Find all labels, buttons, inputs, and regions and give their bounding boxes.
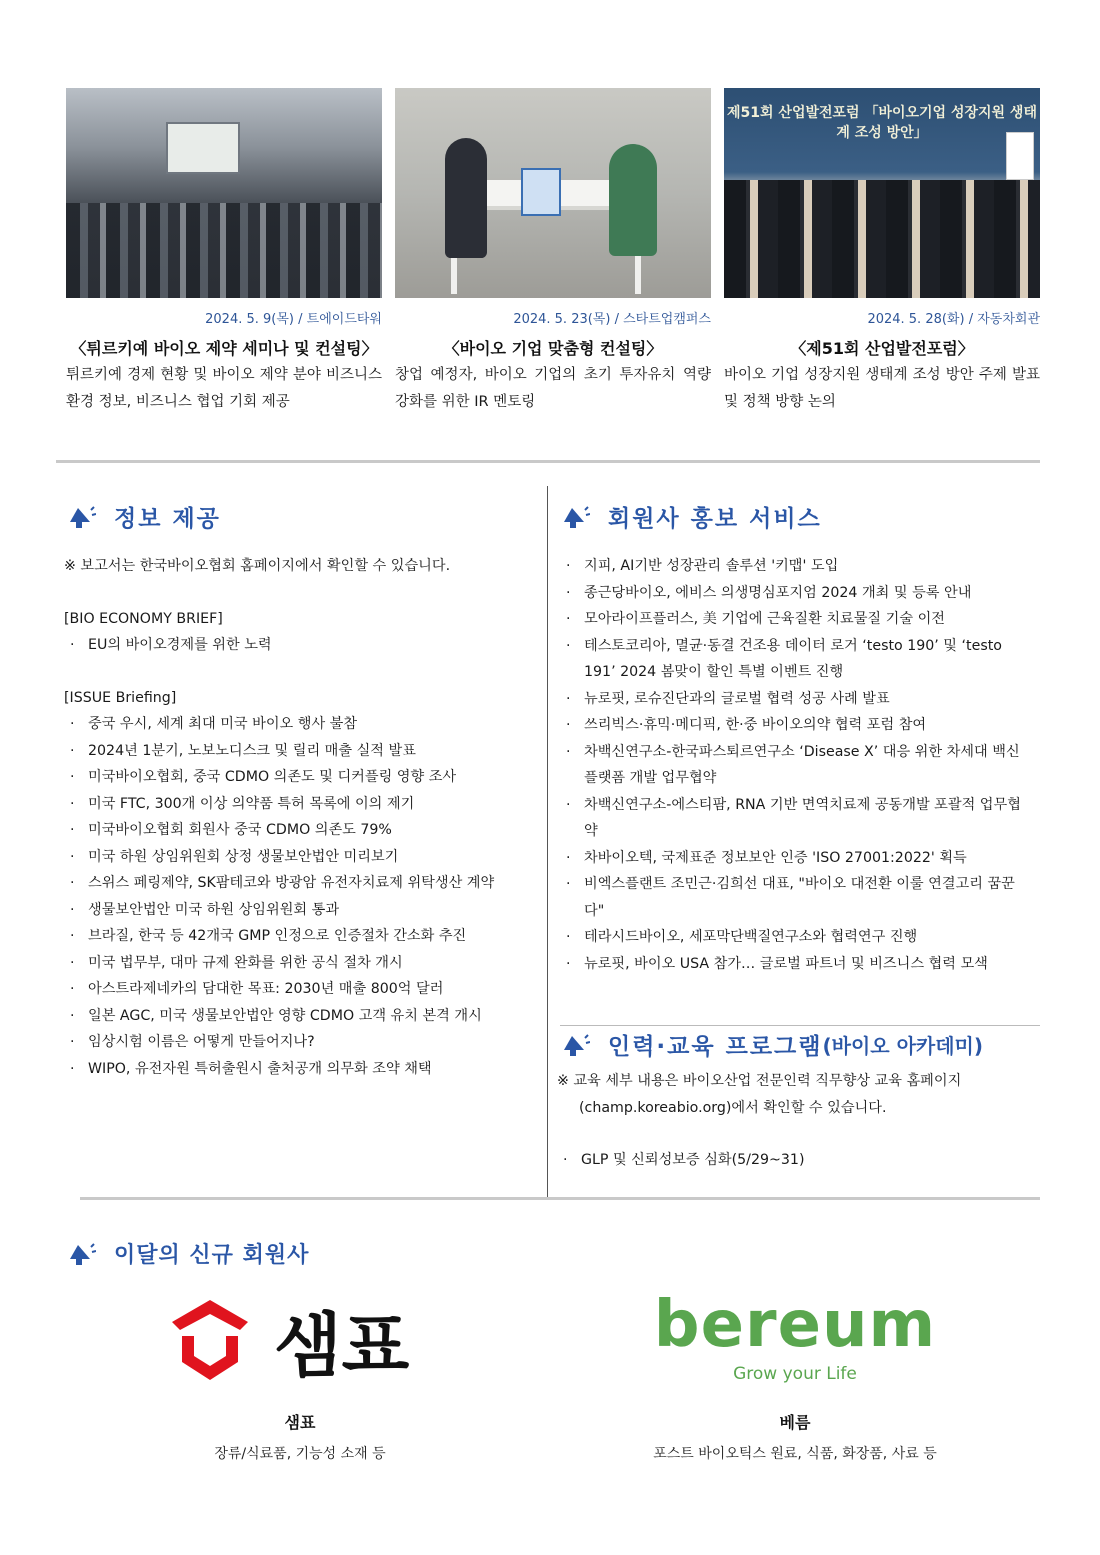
column-divider <box>547 486 548 1198</box>
list-item[interactable]: · 미국바이오협회, 중국 CDMO 의존도 및 디커플링 영향 조사 <box>64 764 540 791</box>
event-title: 〈바이오 기업 맞춤형 컨설팅〉 <box>443 339 663 358</box>
section-divider <box>56 460 1040 463</box>
event-description: 창업 예정자, 바이오 기업의 초기 투자유치 역량 강화를 위한 IR 멘토링 <box>395 367 711 410</box>
list-item[interactable]: · EU의 바이오경제를 위한 노력 <box>64 632 540 659</box>
presentation-screen <box>166 122 240 174</box>
section-title: 회원사 홍보 서비스 <box>608 506 822 532</box>
list-item[interactable]: · WIPO, 유전자원 특허출원시 출처공개 의무화 조약 채택 <box>64 1056 540 1083</box>
event-gallery <box>66 88 1040 428</box>
list-item[interactable]: · 차백신연구소-한국파스퇴르연구소 ‘Disease X’ 대응 위한 차세대 백신 플랫폼 개발 업무협약 <box>560 739 1030 792</box>
event-date-location: 2024. 5. 28(화) / 자동차회관 <box>867 312 1040 327</box>
section-subtitle: (바이오 아카데미) <box>822 1034 983 1058</box>
list-item[interactable]: · 테라시드바이오, 세포막단백질연구소와 협력연구 진행 <box>560 924 1030 951</box>
list-item[interactable]: · 쓰리빅스·휴믹·메디픽, 한·중 바이오의약 협력 포럼 참여 <box>560 712 1030 739</box>
section-title: 정보 제공 <box>114 506 221 532</box>
list-item[interactable]: · 미국바이오협회 회원사 중국 CDMO 의존도 79% <box>64 817 540 844</box>
flag <box>1006 132 1034 180</box>
event-date-location: 2024. 5. 9(목) / 트에이드타워 <box>205 312 382 327</box>
member-name: 샘표 <box>284 1413 316 1432</box>
megaphone-icon <box>560 502 590 532</box>
bio-economy-header: [BIO ECONOMY BRIEF] <box>64 610 223 627</box>
member-description: 장류/식료품, 기능성 소재 등 <box>214 1446 386 1462</box>
table-sign <box>521 168 561 216</box>
bereum-logo-text: bereum <box>653 1288 937 1362</box>
event-description: 튀르키예 경제 현황 및 바이오 제약 분야 비즈니스 환경 정보, 비즈니스 협업 기회 제공 <box>66 367 382 410</box>
list-item[interactable]: · 임상시험 이름은 어떻게 만들어지나? <box>64 1029 540 1056</box>
person <box>445 138 487 258</box>
list-item[interactable]: · 뉴로핏, 바이오 USA 참가… 글로벌 파트너 및 비즈니스 협력 모색 <box>560 951 1030 978</box>
megaphone-icon <box>66 502 96 532</box>
education-content <box>557 1068 1032 1174</box>
list-item[interactable]: · 미국 하원 상임위원회 상정 생물보안법안 미리보기 <box>64 844 540 871</box>
list-item[interactable]: · 아스트라제네카의 담대한 목표: 2030년 매출 800억 달러 <box>64 976 540 1003</box>
event-card <box>66 88 382 416</box>
bereum-tagline: Grow your Life <box>733 1364 857 1384</box>
list-item[interactable]: · 테스토코리아, 멸균·동결 건조용 데이터 로거 ‘testo 190’ 및 ‘testo 191’ 2024 봄맞이 할인 특별 이벤트 진행 <box>560 633 1030 686</box>
event-photo <box>66 88 382 298</box>
event-photo <box>724 88 1040 298</box>
list-item[interactable]: · 생물보안법안 미국 하원 상임위원회 통과 <box>64 897 540 924</box>
list-item[interactable]: · 2024년 1분기, 노보노디스크 및 릴리 매출 실적 발표 <box>64 738 540 765</box>
list-item[interactable]: · 스위스 페링제약, SK팜테코와 방광암 유전자치료제 위탁생산 계약 <box>64 870 540 897</box>
info-content <box>64 553 540 1082</box>
list-item[interactable]: · 미국 법무부, 대마 규제 완화를 위한 공식 절차 개시 <box>64 950 540 977</box>
megaphone-icon <box>66 1239 96 1269</box>
member-name: 베름 <box>779 1413 811 1432</box>
list-item[interactable]: · 뉴로핏, 로슈진단과의 글로벌 협력 성공 사례 발표 <box>560 686 1030 713</box>
subsection-divider <box>560 1025 1040 1026</box>
section-title: 이달의 신규 회원사 <box>114 1243 310 1268</box>
list-item[interactable]: · 중국 우시, 세계 최대 미국 바이오 행사 불참 <box>64 711 540 738</box>
member-description: 포스트 바이오틱스 원료, 식품, 화장품, 사료 등 <box>653 1446 937 1462</box>
list-item[interactable]: · 브라질, 한국 등 42개국 GMP 인정으로 인증절차 간소화 추진 <box>64 923 540 950</box>
bereum-logo <box>640 1290 950 1390</box>
list-item[interactable]: · 미국 FTC, 300개 이상 의약품 특허 목록에 이의 제기 <box>64 791 540 818</box>
event-date-location: 2024. 5. 23(목) / 스타트업캠퍼스 <box>513 312 711 327</box>
members-section-header <box>66 1238 309 1269</box>
megaphone-icon <box>560 1030 590 1060</box>
sempio-mark-icon <box>164 1292 444 1392</box>
issue-briefing-header: [ISSUE Briefing] <box>64 689 177 706</box>
section-divider <box>80 1197 1040 1200</box>
info-section-header <box>66 500 221 533</box>
event-title: 〈제51회 산업발전포럼〉 <box>790 339 974 358</box>
info-note: ※ 보고서는 한국바이오협회 홈페이지에서 확인할 수 있습니다. <box>64 558 451 574</box>
list-item[interactable]: · 종근당바이오, 에비스 의생명심포지엄 2024 개최 및 등록 안내 <box>560 580 1030 607</box>
education-note: ※ 교육 세부 내용은 바이오산업 전문인력 직무향상 교육 홈페이지 (champ.koreabio.org)에서 확인할 수 있습니다. <box>557 1073 962 1116</box>
section-title: 인력·교육 프로그램 <box>608 1034 823 1060</box>
promo-list <box>560 553 1030 977</box>
list-item[interactable]: · GLP 및 신뢰성보증 심화(5/29~31) <box>557 1147 1032 1174</box>
group-photo <box>724 180 1040 298</box>
event-card <box>724 88 1040 416</box>
sempio-logo <box>164 1292 444 1392</box>
list-item[interactable]: · 차백신연구소-에스티팜, RNA 기반 면역치료제 공동개발 포괄적 업무협약 <box>560 792 1030 845</box>
list-item[interactable]: · 일본 AGC, 미국 생물보안법안 영향 CDMO 고객 유치 본격 개시 <box>64 1003 540 1030</box>
sempio-logo-text: 샘표 <box>274 1305 410 1387</box>
event-title: 〈튀르키예 바이오 제약 세미나 및 컨설팅〉 <box>70 339 378 358</box>
list-item[interactable]: · 비엑스플랜트 조민근·김희선 대표, "바이오 대전환 이룰 연결고리 꿈꾼다" <box>560 871 1030 924</box>
person <box>609 144 657 256</box>
event-photo <box>395 88 711 298</box>
education-section-header <box>560 1028 983 1061</box>
event-description: 바이오 기업 성장지원 생태계 조성 방안 주제 발표 및 정책 방향 논의 <box>724 367 1040 410</box>
list-item[interactable]: · 모아라이프플러스, 美 기업에 근육질환 치료물질 기술 이전 <box>560 606 1030 633</box>
list-item[interactable]: · 차바이오텍, 국제표준 정보보안 인증 'ISO 27001:2022' 획득 <box>560 845 1030 872</box>
list-item[interactable]: · 지피, AI기반 성장관리 솔루션 '키맵' 도입 <box>560 553 1030 580</box>
forum-banner: 제51회 산업발전포럼 「바이오기업 성장지원 생태계 조성 방안」 <box>727 105 1037 141</box>
event-card <box>395 88 711 416</box>
promo-section-header <box>560 500 822 533</box>
audience <box>66 203 382 298</box>
